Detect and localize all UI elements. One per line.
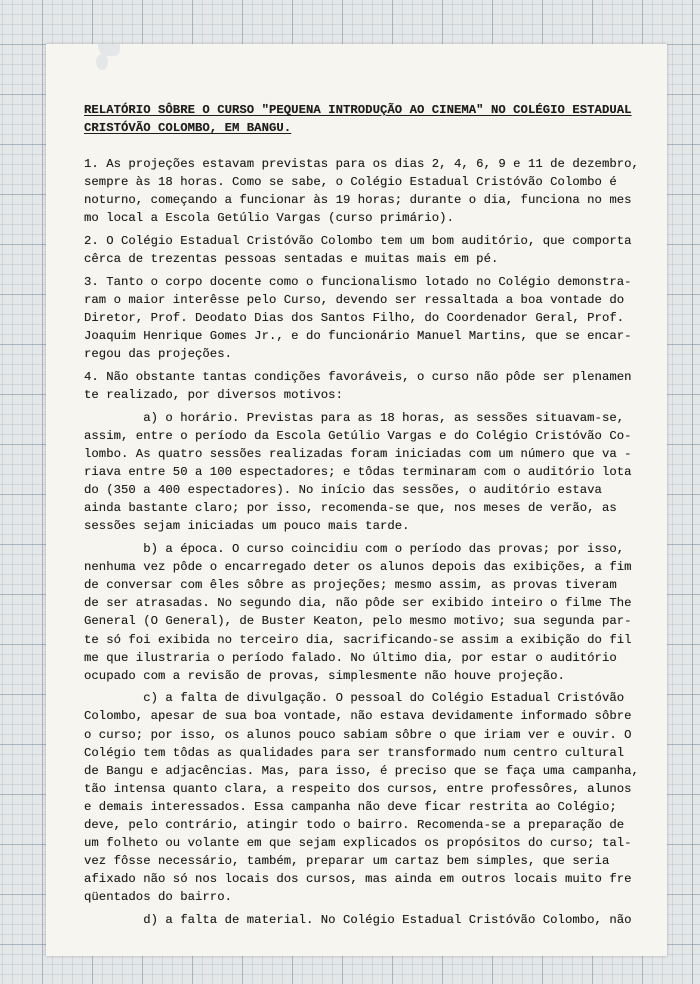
text-line: b) a época. O curso coincidiu com o período das provas; por isso,	[84, 542, 625, 557]
text-line: 1. As projeções estavam previstas para os dias 2, 4, 6, 9 e 11 de dezembro,	[84, 157, 639, 172]
paragraph-7	[84, 689, 644, 906]
title-line: CRISTÓVÃO COLOMBO, EM BANGU.	[84, 121, 292, 136]
text-line: do (350 a 400 espectadores). No início das sessões, o auditório estava	[84, 483, 602, 498]
title-line: RELATÓRIO SÔBRE O CURSO "PEQUENA INTRODUÇÃO AO CINEMA" NO COLÉGIO ESTADUAL	[84, 103, 632, 117]
text-line: sempre às 18 horas. Como se sabe, o Colégio Estadual Cristóvão Colombo é	[84, 175, 617, 190]
text-line: mo local a Escola Getúlio Vargas (curso primário).	[84, 211, 454, 226]
document-body	[84, 100, 644, 929]
paragraph-4	[84, 368, 644, 404]
text-line: afixado não só nos locais dos cursos, mas ainda em outros locais muito fre	[84, 872, 632, 887]
text-line: Colégio tem tôdas as qualidades para ser transformado num centro cultural	[84, 745, 625, 760]
text-line: regou das projeções.	[84, 347, 232, 362]
text-line: de Bangu e adjacências. Mas, para isso, é preciso que se faça uma campanha,	[84, 763, 639, 778]
text-line: Joaquim Henrique Gomes Jr., e do funcionário Manuel Martins, que se encar-	[84, 329, 632, 344]
paragraph-2	[84, 232, 644, 268]
text-line: noturno, começando a funcionar às 19 horas; durante o dia, funciona no mes	[84, 193, 632, 208]
text-line: cêrca de trezentas pessoas sentadas e muitas mais em pé.	[84, 252, 499, 267]
text-line: Diretor, Prof. Deodato Dias dos Santos Filho, do Coordenador Geral, Prof.	[84, 311, 625, 326]
text-line: nenhuma vez pôde o encarregado deter os alunos depois das exibições, a fim	[84, 560, 632, 575]
text-line: qüentados do bairro.	[84, 890, 232, 905]
text-line: deve, pelo contrário, atingir todo o bairro. Recomenda-se a preparação de	[84, 818, 625, 833]
paragraph-8	[84, 911, 644, 929]
text-line: me que ilustraria o período falado. No último dia, por estar o auditório	[84, 650, 617, 665]
document-page	[46, 44, 667, 956]
text-line: tão intensa quanto clara, a respeito dos cursos, entre professôres, alunos	[84, 781, 632, 796]
paragraph-1	[84, 155, 644, 227]
text-line: 2. O Colégio Estadual Cristóvão Colombo tem um bom auditório, que comporta	[84, 234, 632, 249]
text-line: vez fôsse necessário, também, preparar um cartaz bem simples, que seria	[84, 854, 610, 869]
text-line: o curso; por isso, os alunos pouco sabiam sôbre o que iriam ver e ouvir. O	[84, 727, 632, 742]
paragraphs	[84, 155, 644, 929]
document-title	[84, 100, 644, 136]
text-line: Colombo, apesar de sua boa vontade, não estava devidamente informado sôbre	[84, 709, 632, 724]
text-line: sessões sejam iniciadas um pouco mais tarde.	[84, 519, 410, 534]
text-line: um folheto ou volante em que sejam explicados os propósitos do curso; tal-	[84, 836, 632, 851]
text-line: de conversar com êles sôbre as projeções; mesmo assim, as provas tiveram	[84, 578, 617, 593]
text-line: d) a falta de material. No Colégio Estadual Cristóvão Colombo, não	[84, 913, 632, 928]
paragraph-5	[84, 409, 644, 536]
text-line: te realizado, por diversos motivos:	[84, 388, 343, 403]
text-line: assim, entre o período da Escola Getúlio Vargas e do Colégio Cristóvão Co-	[84, 428, 632, 443]
punch-mark	[96, 54, 108, 70]
paragraph-3	[84, 273, 644, 363]
text-line: lombo. As quatro sessões realizadas foram iniciadas com um número que va -	[84, 446, 632, 461]
text-line: te só foi exibida no terceiro dia, sacrificando-se assim a exibição do fil	[84, 632, 632, 647]
text-line: ram o maior interêsse pelo Curso, devendo ser ressaltada a boa vontade do	[84, 293, 625, 308]
text-line: General (O General), de Buster Keaton, pelo mesmo motivo; sua segunda par-	[84, 614, 632, 629]
text-line: e demais interessados. Essa campanha não deve ficar restrita ao Colégio;	[84, 799, 617, 814]
text-line: de ser atrasadas. No segundo dia, não pôde ser exibido inteiro o filme The	[84, 596, 632, 611]
text-line: ainda bastante claro; por isso, recomenda-se que, nos meses de verão, as	[84, 501, 617, 516]
text-line: 4. Não obstante tantas condições favoráveis, o curso não pôde ser plenamen	[84, 370, 632, 384]
paragraph-6	[84, 540, 644, 685]
text-line: ocupado com a revisão de provas, simplesmente não houve projeção.	[84, 668, 565, 683]
text-line: 3. Tanto o corpo docente como o funcionalismo lotado no Colégio demonstra-	[84, 274, 632, 289]
text-line: c) a falta de divulgação. O pessoal do Colégio Estadual Cristóvão	[84, 691, 625, 706]
text-line: a) o horário. Previstas para as 18 horas, as sessões situavam-se,	[84, 410, 625, 425]
text-line: riava entre 50 a 100 espectadores; e tôdas terminaram com o auditório lota	[84, 465, 632, 480]
